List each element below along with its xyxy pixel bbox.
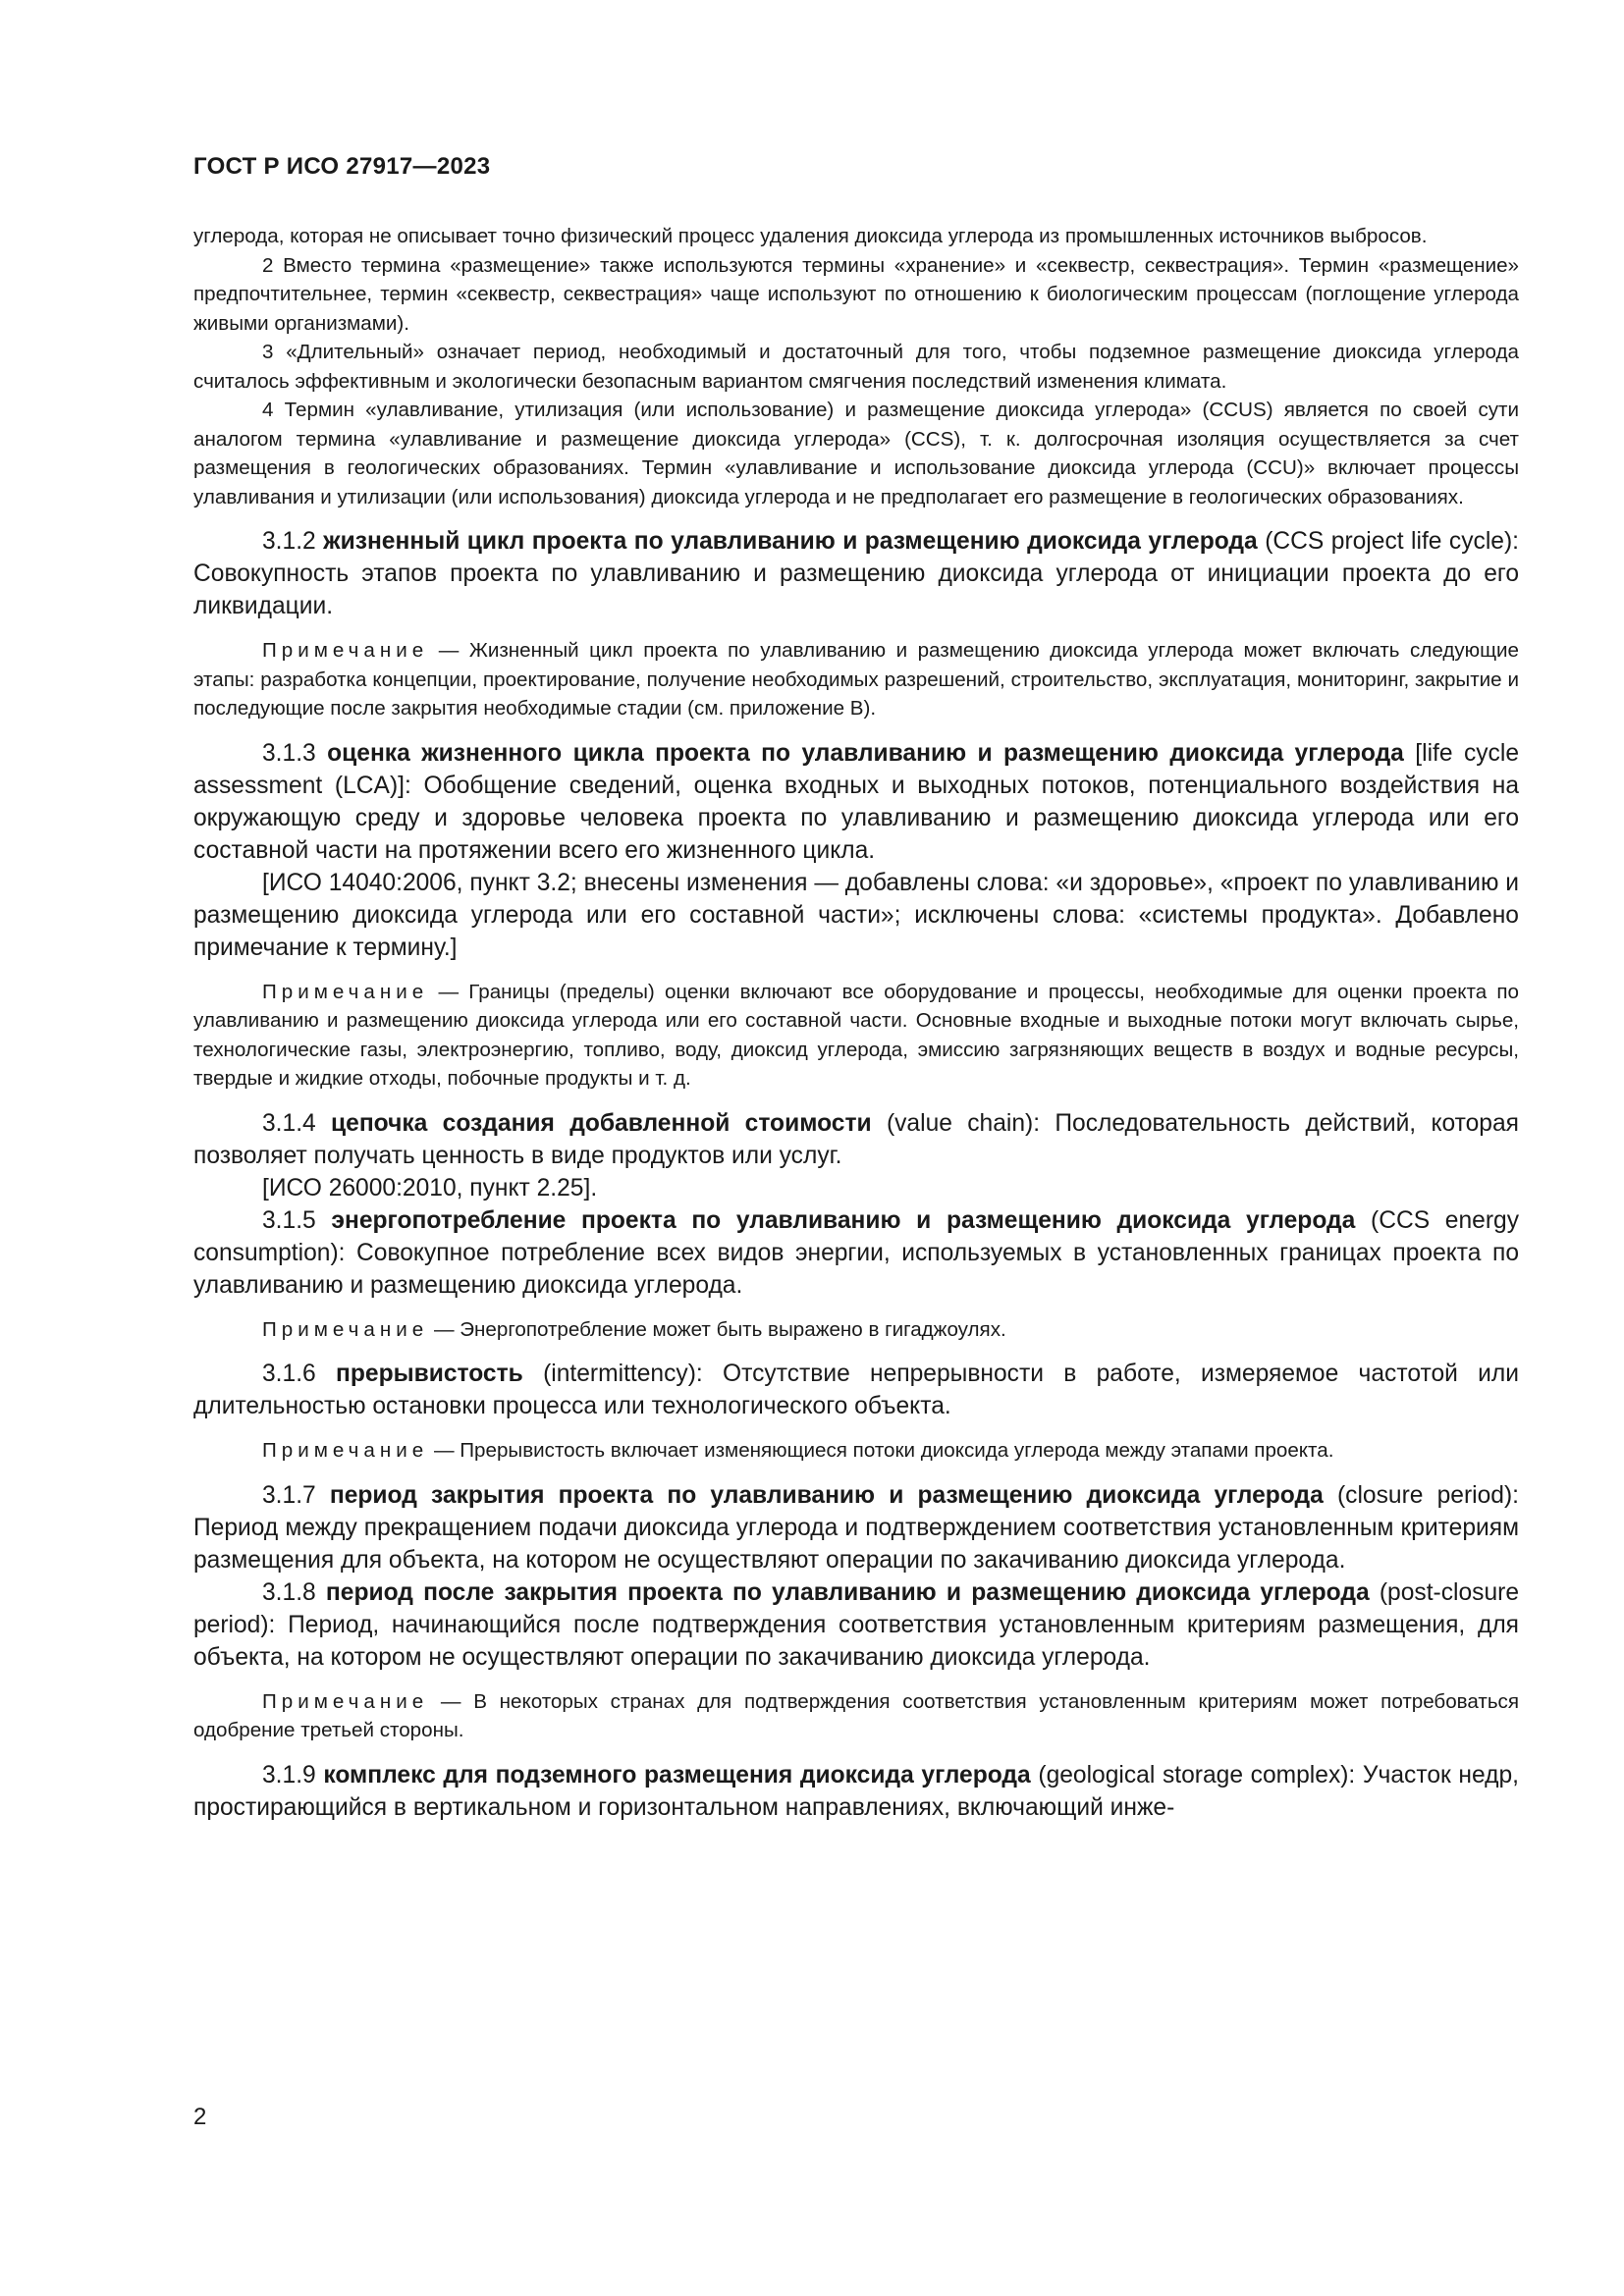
note-label: Примечание (262, 1317, 429, 1341)
term-definition: (closure period): Период между прекращением подачи диоксида углерода и подтверждением соответствия установленным критериям размещения для объекта, на котором не осуществляют операции по закачиванию диоксида углерода. (193, 1481, 1520, 1574)
term-title: оценка жизненного цикла проекта по улавливанию и размещению диоксида углерода (327, 739, 1404, 767)
note-text: — Прерывистость включает изменяющиеся потоки диоксида углерода между этапами проекта. (433, 1439, 1334, 1462)
term-number: 3.1.3 (262, 739, 316, 767)
note-label: Примечание (262, 1439, 429, 1462)
page-content (193, 222, 1519, 1824)
term-3-1-2 (193, 525, 1519, 622)
note-4: 4 Термин «улавливание, утилизация (или использование) и размещение диоксида углерода» (CCUS) является по своей сути аналогом термина «улавливание и размещение диоксида углерода» (CCS), т. к. долгосрочная изоляция осуществляется за счет размещения в геологических образованиях. Термин «улавливание и использование диоксида углерода (CCU)» включает процессы улавливания и утилизации (или использования) диоксида углерода и не предполагает его размещение в геологических образованиях. (193, 399, 1519, 508)
term-source: [ИСО 26000:2010, пункт 2.25]. (262, 1174, 598, 1201)
term-title: комплекс для подземного размещения диоксида углерода (323, 1761, 1031, 1789)
term-title: прерывистость (336, 1361, 523, 1387)
term-definition: (intermittency): Отсутствие непрерывности в работе, измеряемое частотой или длительностью остановки процесса или технологического объекта. (193, 1361, 1520, 1419)
term-3-1-5 (193, 1204, 1519, 1302)
note-3-1-3 (193, 978, 1519, 1094)
term-number: 3.1.2 (262, 528, 316, 555)
term-3-1-7 (193, 1479, 1519, 1576)
note-text: — В некоторых странах для подтверждения соответствия установленным критериям может потребоваться одобрение третьей стороны. (193, 1689, 1519, 1741)
note-text: — Жизненный цикл проекта по улавливанию и размещению диоксида углерода может включать следующие этапы: разработка концепции, проектирование, получение необходимых разрешений, строительство, эксплуатация, мониторинг, закрытие и последующие после закрытия необходимые стадии (см. приложение В). (193, 639, 1519, 720)
term-number: 3.1.4 (262, 1109, 316, 1137)
term-definition: (post-closure period): Период, начинающийся после подтверждения соответствия установленным критериям размещения, для объекта, на котором не осуществляют операции по закачиванию диоксида углерода. (193, 1578, 1520, 1671)
note-continuation: углерода, которая не описывает точно физический процесс удаления диоксида углерода из промышленных источников выбросов. (193, 225, 1428, 247)
term-title: период после закрытия проекта по улавливанию и размещению диоксида углерода (325, 1578, 1370, 1606)
term-number: 3.1.6 (262, 1361, 316, 1387)
note-label: Примечание (262, 980, 429, 1003)
term-definition: (CCS energy consumption): Совокупное потребление всех видов энергии, используемых в установленных границах проекта по улавливанию и размещению диоксида углерода. (193, 1206, 1520, 1299)
term-number: 3.1.9 (262, 1761, 316, 1789)
document-header: ГОСТ Р ИСО 27917—2023 (193, 153, 491, 180)
term-number: 3.1.8 (262, 1578, 316, 1606)
term-title: период закрытия проекта по улавливанию и размещению диоксида углерода (329, 1481, 1324, 1509)
note-3-1-6 (193, 1436, 1519, 1466)
note-label: Примечание (262, 639, 429, 662)
note-3-1-5 (193, 1315, 1519, 1345)
page-number: 2 (193, 2104, 207, 2130)
term-3-1-3 (193, 737, 1519, 964)
term-title: цепочка создания добавленной стоимости (331, 1109, 872, 1137)
term-3-1-9 (193, 1759, 1519, 1824)
term-definition: (CCS project life cycle): Совокупность этапов проекта по улавливанию и размещению диоксида углерода от инициации проекта до его ликвидации. (193, 528, 1519, 619)
note-2: 2 Вместо термина «размещение» также используются термины «хранение» и «секвестр, секвестрация». Термин «размещение» предпочтительнее, термин «секвестр, секвестрация» чаще используют по отношению к биологическим процессам (поглощение углерода живыми организмами). (193, 253, 1519, 335)
term-definition: [life cycle assessment (LCA)]: Обобщение сведений, оценка входных и выходных потоков, потенциального воздействия на окружающую среду и здоровье человека проекта по улавливанию и размещению диоксида углерода или его составной части на протяжении всего его жизненного цикла. (193, 739, 1519, 864)
note-3-1-2 (193, 636, 1519, 723)
note-text: — Энергопотребление может быть выражено в гигаджоулях. (433, 1317, 1006, 1341)
note-3: 3 «Длительный» означает период, необходимый и достаточный для того, чтобы подземное размещение диоксида углерода считалось эффективным и экологически безопасным вариантом смягчения последствий изменения климата. (193, 341, 1519, 393)
term-3-1-4 (193, 1107, 1519, 1204)
term-number: 3.1.5 (262, 1206, 316, 1234)
term-3-1-6 (193, 1358, 1519, 1422)
note-label: Примечание (262, 1689, 429, 1713)
notes-top (193, 222, 1519, 511)
note-3-1-8 (193, 1687, 1519, 1745)
term-title: энергопотребление проекта по улавливанию и размещению диоксида углерода (331, 1206, 1356, 1234)
term-title: жизненный цикл проекта по улавливанию и размещению диоксида углерода (323, 528, 1258, 555)
term-source: [ИСО 14040:2006, пункт 3.2; внесены изменения — добавлены слова: «и здоровье», «проект по улавливанию и размещению диоксида углерода или его составной части»; исключены слова: «системы продукта». Добавлено примечание к термину.] (193, 869, 1519, 961)
note-text: — Границы (пределы) оценки включают все оборудование и процессы, необходимые для оценки проекта по улавливанию и размещению диоксида углерода или его составной части. Основные входные и выходные потоки могут включать сырье, технологические газы, электроэнергию, топливо, воду, диоксид углерода, эмиссию загрязняющих веществ в воздух и водные ресурсы, твердые и жидкие отходы, побочные продукты и т. д. (193, 980, 1519, 1090)
term-definition: (value chain): Последовательность действий, которая позволяет получать ценность в виде продуктов или услуг. (193, 1109, 1519, 1169)
term-definition: (geological storage complex): Участок недр, простирающийся в вертикальном и горизонтальном направлениях, включающий инже- (193, 1761, 1519, 1821)
term-3-1-8 (193, 1576, 1519, 1674)
term-number: 3.1.7 (262, 1481, 316, 1509)
